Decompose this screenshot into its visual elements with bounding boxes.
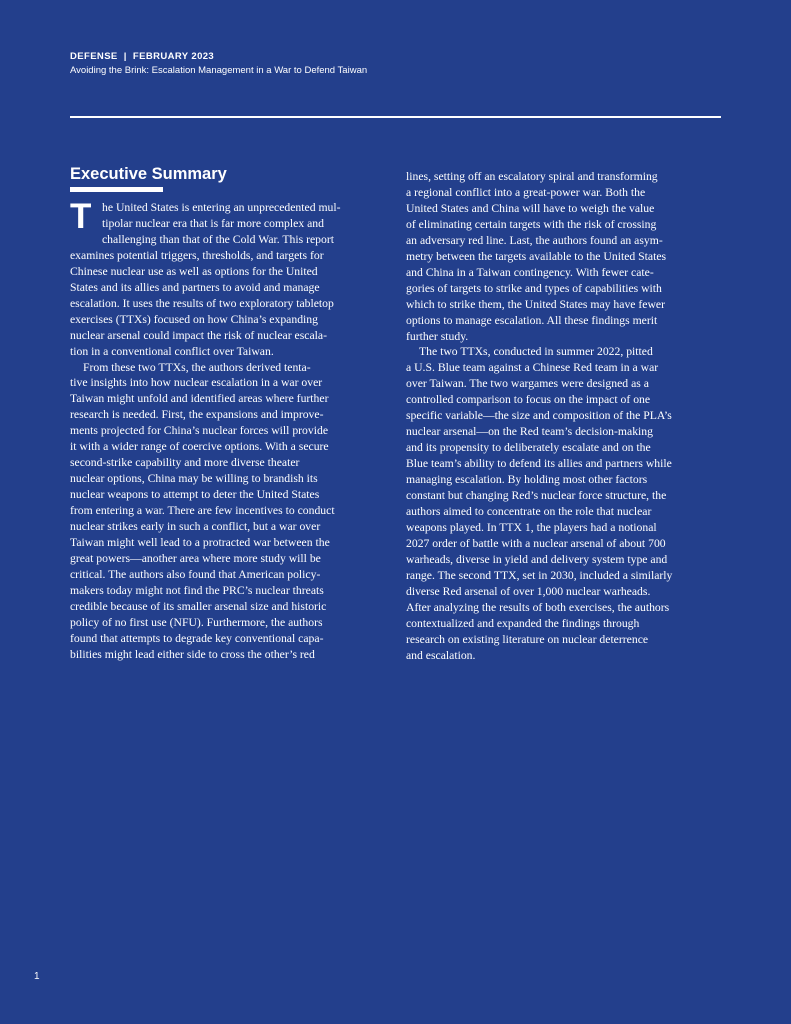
- body-line: credible because of its smaller arsenal size and historic: [70, 599, 327, 613]
- body-line: States and its allies and partners to avoid and manage: [70, 280, 320, 294]
- body-line: options to manage escalation. All these findings merit: [406, 313, 658, 327]
- body-line: policy of no first use (NFU). Furthermore, the authors: [70, 615, 323, 629]
- body-line: Taiwan might unfold and identified areas where further: [70, 392, 329, 406]
- body-line: bilities might lead either side to cross the other’s red: [70, 647, 315, 661]
- body-line: managing escalation. By holding most other factors: [406, 473, 648, 487]
- body-line: great powers—another area where more study will be: [70, 551, 321, 565]
- page-number: 1: [34, 971, 40, 982]
- body-line: Chinese nuclear use as well as options for the United: [70, 264, 318, 278]
- body-line: nuclear strikes early in such a conflict, but a war over: [70, 520, 321, 534]
- header-kicker: DEFENSE | FEBRUARY 2023: [70, 51, 215, 62]
- body-line: nuclear arsenal could impact the risk of nuclear escala-: [70, 328, 327, 342]
- header-subtitle: Avoiding the Brink: Escalation Management in a War to Defend Taiwan: [70, 65, 368, 76]
- body-line: nuclear weapons to attempt to deter the United States: [70, 488, 320, 502]
- body-line: escalation. It uses the results of two exploratory tabletop: [70, 296, 334, 310]
- body-line: exercises (TTXs) focused on how China’s expanding: [70, 312, 318, 326]
- body-line: over Taiwan. The two wargames were designed as a: [406, 377, 649, 391]
- body-line: nuclear options, China may be willing to brandish its: [70, 472, 318, 486]
- body-line: Blue team’s ability to defend its allies and partners while: [406, 457, 672, 471]
- body-line: weapons played. In TTX 1, the players had a notional: [406, 520, 657, 534]
- drop-cap: T: [70, 197, 92, 236]
- left-column: [70, 197, 386, 663]
- body-line: challenging than that of the Cold War. This report: [102, 232, 335, 246]
- body-line: it with a wider range of coercive options. With a secure: [70, 440, 329, 454]
- body-line: found that attempts to degrade key conventional capa-: [70, 631, 324, 645]
- body-line: a U.S. Blue team against a Chinese Red team in a war: [406, 361, 659, 375]
- body-line: tion in a conventional conflict over Taiwan.: [70, 344, 274, 358]
- right-column: [406, 169, 722, 664]
- body-line: diverse Red arsenal of over 1,000 nuclear warheads.: [406, 584, 651, 598]
- heading-underline-bar: [70, 187, 163, 192]
- body-line: makers today might not find the PRC’s nuclear threats: [70, 583, 324, 597]
- body-line: constant but changing Red’s nuclear force structure, the: [406, 489, 667, 503]
- body-line: a regional conflict into a great-power war. Both the: [406, 185, 646, 199]
- body-line: research is needed. First, the expansions and improve-: [70, 408, 324, 422]
- body-line: and escalation.: [406, 648, 476, 662]
- body-line: contextualized and expanded the findings through: [406, 616, 640, 630]
- body-line: Taiwan might well lead to a protracted war between the: [70, 536, 330, 550]
- body-line: critical. The authors also found that American policy-: [70, 567, 321, 581]
- body-line: controlled comparison to focus on the impact of one: [406, 393, 651, 407]
- body-line: The two TTXs, conducted in summer 2022, pitted: [419, 345, 653, 359]
- body-line: metry between the targets available to the United States: [406, 249, 667, 263]
- body-line: he United States is entering an unprecedented mul-: [102, 201, 341, 214]
- body-line: nuclear arsenal—on the Red team’s decision-making: [406, 425, 653, 439]
- body-line: second-strike capability and more diverse theater: [70, 456, 300, 470]
- body-line: gories of targets to strike and types of capabilities with: [406, 281, 662, 295]
- section-heading: Executive Summary: [70, 165, 227, 183]
- body-line: of eliminating certain targets with the risk of crossing: [406, 217, 657, 231]
- body-line: warheads, diverse in yield and delivery system type and: [406, 552, 668, 566]
- header-rule: [70, 116, 721, 118]
- body-line: 2027 order of battle with a nuclear arsenal of about 700: [406, 536, 666, 550]
- body-line: ments projected for China’s nuclear forces will provide: [70, 424, 329, 438]
- body-line: and China in a Taiwan contingency. With fewer cate-: [406, 265, 654, 279]
- body-line: which to strike them, the United States may have fewer: [406, 297, 665, 311]
- body-line: and its propensity to deliberately escalate and on the: [406, 441, 651, 455]
- body-line: After analyzing the results of both exercises, the authors: [406, 600, 670, 614]
- body-line: tipolar nuclear era that is far more complex and: [102, 216, 324, 230]
- body-line: From these two TTXs, the authors derived tenta-: [83, 360, 311, 374]
- body-line: tive insights into how nuclear escalation in a war over: [70, 376, 323, 390]
- body-line: an adversary red line. Last, the authors found an asym-: [406, 233, 663, 247]
- body-line: specific variable—the size and composition of the PLA’s: [406, 409, 672, 423]
- body-line: further study.: [406, 329, 469, 343]
- body-line: range. The second TTX, set in 2030, included a similarly: [406, 568, 673, 582]
- body-line: United States and China will have to weigh the value: [406, 201, 655, 215]
- body-line: lines, setting off an escalatory spiral and transforming: [406, 170, 658, 183]
- body-line: research on existing literature on nuclear deterrence: [406, 632, 649, 646]
- body-line: from entering a war. There are few incentives to conduct: [70, 504, 335, 518]
- body-line: examines potential triggers, thresholds, and targets for: [70, 248, 324, 262]
- body-line: authors aimed to concentrate on the role that nuclear: [406, 505, 652, 519]
- first-paragraph: [70, 197, 386, 360]
